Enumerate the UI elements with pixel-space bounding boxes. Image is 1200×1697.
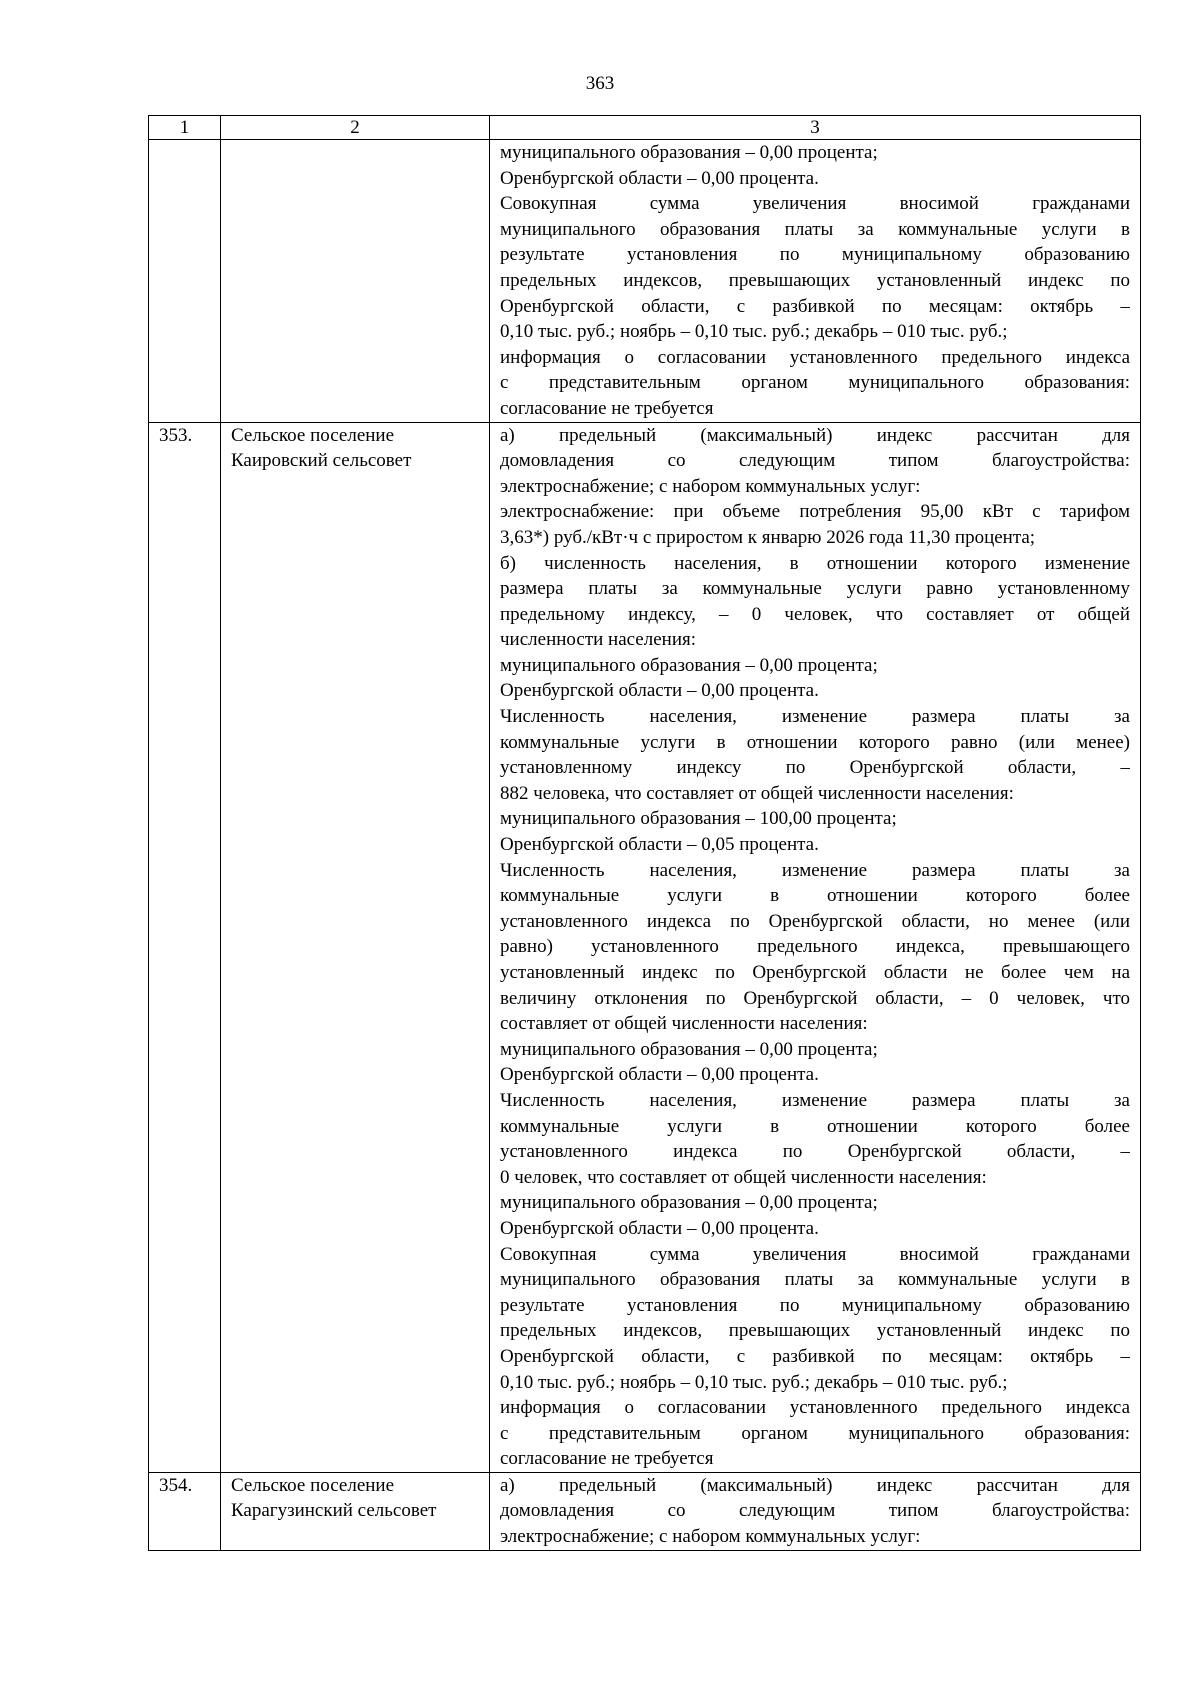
description-cell: [490, 422, 1141, 1472]
description-line: Численность населения, изменение размера платы за: [500, 706, 1130, 728]
description-line: предельному индексу, – 0 человек, что составляет от общей: [500, 603, 1130, 625]
row-number-cell: [149, 140, 221, 423]
description-line: коммунальные услуги в отношении которого равно (или менее): [500, 731, 1130, 753]
description-line: а) предельный (максимальный) индекс рассчитан для: [500, 1474, 1130, 1496]
description-line: домовладения со следующим типом благоустройства:: [500, 450, 1130, 472]
description-line: 882 человека, что составляет от общей численности населения:: [500, 782, 1014, 804]
description-line: электроснабжение; с набором коммунальных услуг:: [500, 1526, 921, 1548]
description-line: равно) установленного предельного индекса, превышающего: [500, 936, 1130, 958]
description-line: с представительным органом муниципального образования:: [500, 372, 1130, 394]
description-line: муниципального образования – 0,00 процента;: [500, 142, 878, 163]
settlement-name-line: Каировский сельсовет: [231, 450, 412, 472]
description-line: домовладения со следующим типом благоустройства:: [500, 1500, 1130, 1522]
settlement-name-line: Сельское поселение: [231, 424, 395, 446]
description-line: Численность населения, изменение размера платы за: [500, 1089, 1130, 1111]
description-line: результате установления по муниципальному образованию: [500, 1294, 1130, 1316]
description-line: согласование не требуется: [500, 1448, 714, 1470]
description-line: 0,10 тыс. руб.; ноябрь – 0,10 тыс. руб.; декабрь – 010 тыс. руб.;: [500, 321, 1008, 343]
description-line: муниципального образования – 100,00 процента;: [500, 808, 897, 830]
description-line: Численность населения, изменение размера платы за: [500, 859, 1130, 881]
description-line: предельных индексов, превышающих установленный индекс по: [500, 1320, 1130, 1342]
description-line: 0 человек, что составляет от общей численности населения:: [500, 1166, 987, 1188]
settlement-name-line: Карагузинский сельсовет: [231, 1500, 437, 1522]
description-line: муниципального образования платы за коммунальные услуги в: [500, 218, 1130, 240]
description-line: Оренбургской области – 0,00 процента.: [500, 1064, 819, 1086]
description-line: предельных индексов, превышающих установленный индекс по: [500, 269, 1130, 291]
description-line: установленный индекс по Оренбургской области не более чем на: [500, 962, 1130, 983]
description-line: а) предельный (максимальный) индекс рассчитан для: [500, 424, 1130, 446]
description-line: установленному индексу по Оренбургской области, –: [500, 757, 1130, 779]
description-cell: [490, 140, 1141, 423]
settlement-name-cell: [221, 1472, 490, 1550]
description-line: Оренбургской области – 0,00 процента.: [500, 680, 819, 702]
description-line: коммунальные услуги в отношении которого более: [500, 885, 1130, 907]
description-line: Совокупная сумма увеличения вносимой гражданами: [500, 193, 1130, 215]
description-line: муниципального образования – 0,00 процента;: [500, 654, 878, 676]
column-header-2: 2: [221, 116, 490, 140]
table-row: [149, 140, 1141, 423]
description-line: Оренбургской области, с разбивкой по месяцам: октябрь –: [500, 1345, 1130, 1367]
description-line: Оренбургской области – 0,00 процента.: [500, 1217, 819, 1239]
description-line: муниципального образования платы за коммунальные услуги в: [500, 1269, 1130, 1291]
table-header-row: [149, 116, 1141, 140]
description-line: согласование не требуется: [500, 397, 714, 419]
settlement-name-cell: [221, 140, 490, 423]
description-line: с представительным органом муниципального образования:: [500, 1422, 1130, 1444]
table-row: [149, 1472, 1141, 1550]
settlement-name-cell: [221, 422, 490, 1472]
data-table: [148, 115, 1141, 1551]
description-line: муниципального образования – 0,00 процента;: [500, 1192, 878, 1214]
description-line: информация о согласовании установленного предельного индекса: [500, 1397, 1130, 1419]
description-line: коммунальные услуги в отношении которого более: [500, 1115, 1130, 1137]
column-header-3: 3: [490, 116, 1141, 140]
description-line: электроснабжение: при объеме потребления 95,00 кВт с тарифом: [500, 501, 1130, 523]
description-line: установленного индекса по Оренбургской области, но менее (или: [500, 910, 1130, 932]
description-line: информация о согласовании установленного предельного индекса: [500, 346, 1130, 368]
description-cell: [490, 1472, 1141, 1550]
description-line: б) численность населения, в отношении которого изменение: [500, 552, 1130, 574]
description-line: 0,10 тыс. руб.; ноябрь – 0,10 тыс. руб.; декабрь – 010 тыс. руб.;: [500, 1371, 1008, 1393]
description-line: электроснабжение; с набором коммунальных услуг:: [500, 475, 921, 497]
description-line: размера платы за коммунальные услуги равно установленному: [500, 578, 1130, 600]
description-line: численности населения:: [500, 629, 697, 651]
description-line: составляет от общей численности населения:: [500, 1013, 868, 1035]
description-line: Оренбургской области – 0,05 процента.: [500, 834, 819, 856]
row-number-cell: 353.: [149, 422, 221, 1472]
column-header-1: 1: [149, 116, 221, 140]
description-line: результате установления по муниципальному образованию: [500, 244, 1130, 266]
table-row: [149, 422, 1141, 1472]
description-line: Оренбургской области, с разбивкой по месяцам: октябрь –: [500, 295, 1130, 317]
page-number: 363: [585, 73, 615, 94]
row-number-cell: 354.: [149, 1472, 221, 1550]
description-line: муниципального образования – 0,00 процента;: [500, 1038, 878, 1060]
settlement-name-line: Сельское поселение: [231, 1474, 395, 1496]
description-line: установленного индекса по Оренбургской области, –: [500, 1141, 1130, 1163]
description-line: величину отклонения по Оренбургской области, – 0 человек, что: [500, 987, 1130, 1009]
description-line: 3,63*) руб./кВт·ч с приростом к январю 2026 года 11,30 процента;: [500, 526, 1036, 548]
description-line: Совокупная сумма увеличения вносимой гражданами: [500, 1243, 1130, 1265]
description-line: Оренбургской области – 0,00 процента.: [500, 167, 819, 189]
